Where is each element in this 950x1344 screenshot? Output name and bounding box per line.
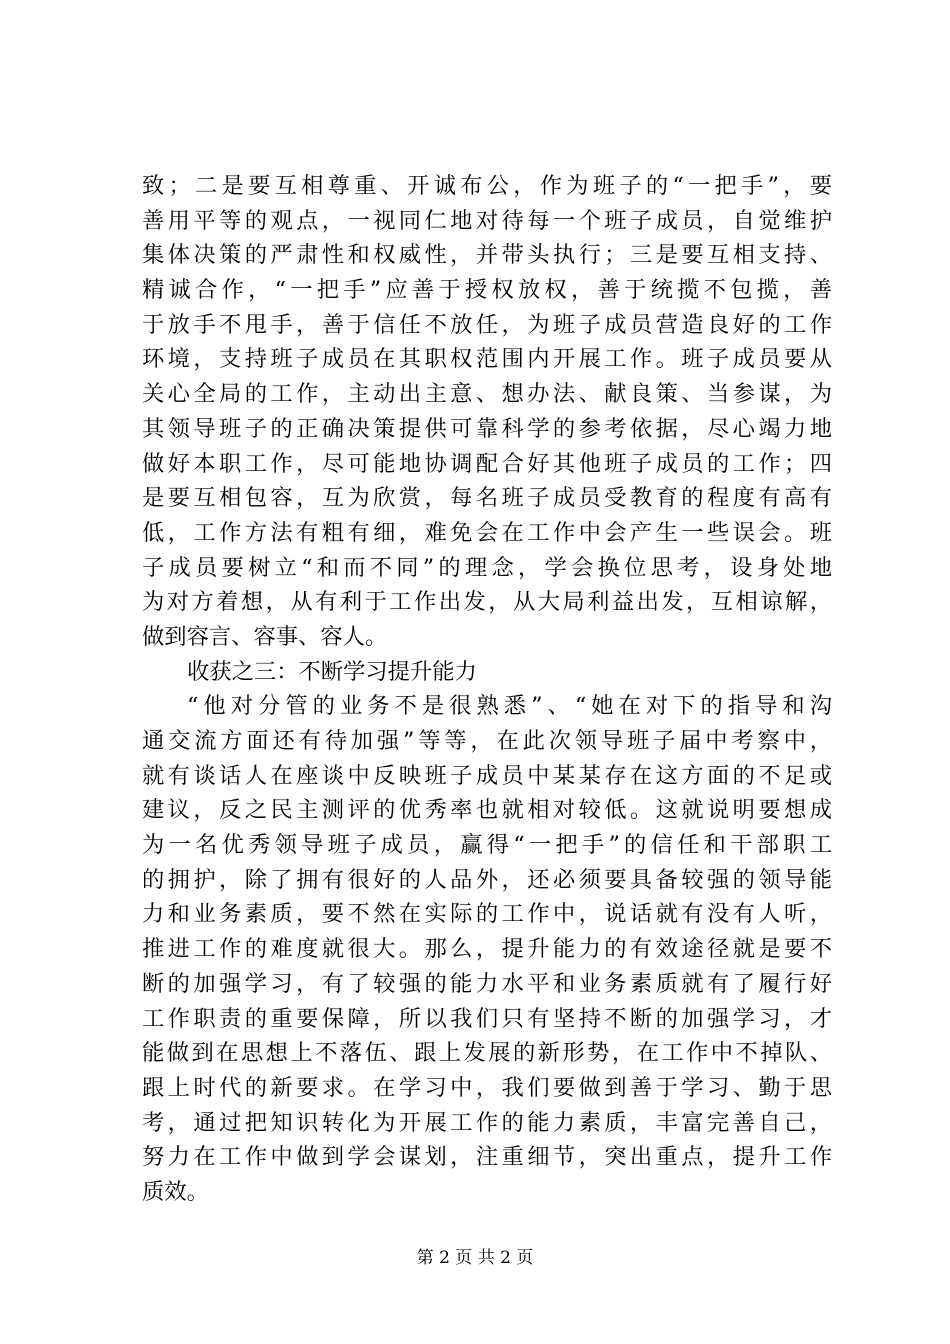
text-line: 精诚合作，“一把手”应善于授权放权，善于统揽不包揽，善	[142, 277, 832, 304]
text-line: 为对方着想，从有利于工作出发，从大局利益出发，互相谅解，	[142, 589, 832, 616]
text-line: 就有谈话人在座谈中反映班子成员中某某存在这方面的不足或	[142, 762, 832, 789]
text-line: 环境，支持班子成员在其职权范围内开展工作。班子成员要从	[142, 346, 832, 373]
text-line: 质效。	[142, 1178, 209, 1205]
text-line: 善用平等的观点，一视同仁地对待每一个班子成员，自觉维护	[142, 207, 832, 234]
body-text	[142, 169, 832, 1210]
text-line: 是要互相包容，互为欣赏，每名班子成员受教育的程度有高有	[142, 485, 832, 512]
text-line: 断的加强学习，有了较强的能力水平和业务素质就有了履行好	[142, 970, 832, 997]
text-line: 推进工作的难度就很大。那么，提升能力的有效途径就是要不	[142, 936, 832, 963]
text-line: 为一名优秀领导班子成员，赢得“一把手”的信任和干部职工	[142, 832, 832, 859]
text-line: 子成员要树立“和而不同”的理念，学会换位思考，设身处地	[142, 554, 832, 581]
text-line: 致；二是要互相尊重、开诚布公，作为班子的“一把手”，要	[142, 173, 832, 199]
text-line: 建议，反之民主测评的优秀率也就相对较低。这就说明要想成	[142, 797, 832, 824]
text-line: “他对分管的业务不是很熟悉”、“她在对下的指导和沟	[187, 693, 832, 720]
text-line: 跟上时代的新要求。在学习中，我们要做到善于学习、勤于思	[142, 1074, 832, 1101]
text-line: 力和业务素质，要不然在实际的工作中，说话就有没有人听，	[142, 901, 832, 928]
section-heading: 收获之三：不断学习提升能力	[187, 658, 477, 685]
text-line: 关心全局的工作，主动出主意、想办法、献良策、当参谋，为	[142, 381, 832, 408]
page-footer: 第 2 页 共 2 页	[416, 1248, 534, 1268]
text-line: 能做到在思想上不落伍、跟上发展的新形势，在工作中不掉队、	[142, 1040, 832, 1067]
text-line: 通交流方面还有待加强”等等，在此次领导班子届中考察中，	[142, 728, 832, 754]
text-line: 做好本职工作，尽可能地协调配合好其他班子成员的工作；四	[142, 450, 832, 477]
text-line: 做到容言、容事、容人。	[142, 623, 388, 650]
text-line: 其领导班子的正确决策提供可靠科学的参考依据，尽心竭力地	[142, 415, 832, 442]
text-line: 低，工作方法有粗有细，难免会在工作中会产生一些误会。班	[142, 519, 832, 546]
text-line: 工作职责的重要保障，所以我们只有坚持不断的加强学习，才	[142, 1005, 832, 1032]
text-line: 集体决策的严肃性和权威性，并带头执行；三是要互相支持、	[142, 242, 832, 269]
text-line: 于放手不甩手，善于信任不放任，为班子成员营造良好的工作	[142, 311, 832, 338]
text-line: 努力在工作中做到学会谋划，注重细节，突出重点，提升工作	[142, 1144, 832, 1171]
text-line: 的拥护，除了拥有很好的人品外，还必须要具备较强的领导能	[142, 866, 832, 893]
text-line: 考，通过把知识转化为开展工作的能力素质，丰富完善自己，	[142, 1109, 832, 1136]
